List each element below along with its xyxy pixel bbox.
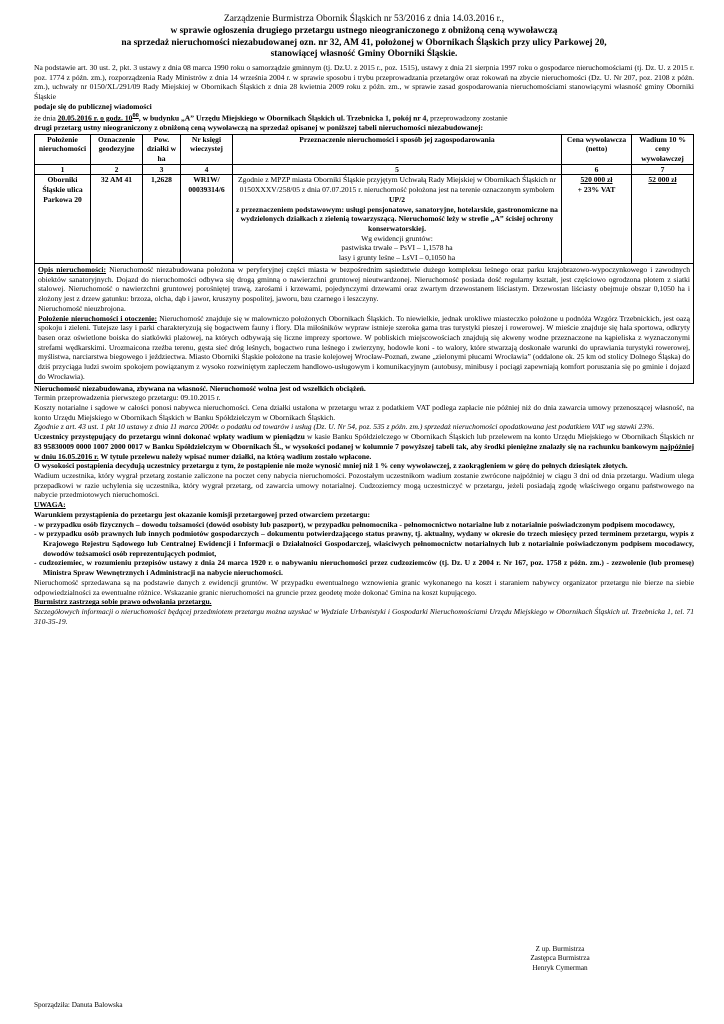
cell-price [562, 175, 632, 263]
prepared-by: Sporządziła: Danuta Balowska [34, 1001, 123, 1009]
cell-location: Oborniki Śląskie ulica Parkowa 20 [35, 175, 91, 263]
col-header-price: Cena wywoławcza (netto) [562, 134, 632, 164]
deposit-paragraph [34, 432, 694, 461]
title-line-2: w sprawie ogłoszenia drugiego przetargu ustnego nieograniczonego z obniżoną ceną wywoławczą [170, 25, 558, 36]
cell-kw: WR1W/ 00039314/6 [181, 175, 233, 263]
cell-area: 1,2628 [143, 175, 181, 263]
intro-paragraph: Na podstawie art. 30 ust. 2, pkt. 3 ustawy z dnia 08 marca 1990 roku o samorządzie gminnym (tj. Dz.U. z 2015 r., poz. 1515), ustawy z dnia 21 sierpnia 1997 roku o gospodarce nieruchomościami (tj. Dz. U. z 2015 r. poz. 1774 z późn. zm.), rozporządzenia Rady Ministrów z dnia 14 września 2004 r. w sprawie sposobu i trybu przeprowadzania przetargów oraz rokowań na zbycie nieruchomości (Dz. U. Nr 207, poz. 2108 z późn. zm.), uchwały nr 0150/XL/291/09 Rady Miejskiej w Obornikach Śląskich z dnia 28 kwietnia 2009 roku z późn. zm., w sprawie zasad gospodarowania nieruchomościami stanowiącymi własność gminy Oborniki Śląskie [34, 63, 694, 102]
col-header-geodesy: Oznaczenie geodezyjne [91, 134, 143, 164]
purpose-ewid: Wg ewidencji gruntów: [361, 233, 433, 243]
deposit-account-intro: w kasie Banku Spółdzielczego w Obornikach Śląskich lub przelewem na konto Urzędu Miejskiego w Obornikach Śląskich nr [304, 432, 694, 442]
table-row [35, 175, 694, 263]
title-line-1: Zarządzenie Burmistrza Obornik Śląskich nr 53/2016 z dnia 14.03.2016 r., [224, 14, 504, 24]
purpose-symbol: UP/2 [388, 194, 406, 204]
price-value: 520 000 zł [580, 175, 613, 185]
notice-heading: UWAGA: [34, 500, 66, 510]
auction-minutes: 00 [132, 111, 139, 119]
contact-info: Szczegółowych informacji o nieruchomości będącej przedmiotem przetargu można uzyskać w Wydziale Urbanistyki i Gospodarki Nieruchomościami Urzędu Miejskiego w Obornikach Śląskich ul. Trzebnicka 1, tel. 71 310-35-19. [34, 607, 694, 626]
requirements-list [34, 520, 694, 578]
col-number: 1 [35, 164, 91, 175]
signature-line-1: Z up. Burmistrza [535, 945, 585, 953]
col-header-purpose: Przeznaczenie nieruchomości i sposób jej zagospodarowania [233, 134, 562, 164]
auction-date-sentence [34, 112, 694, 123]
cell-deposit: 52 000 zł [632, 175, 694, 263]
description-paragraph [38, 265, 690, 304]
deposit-lead: Uczestnicy przystępujący do przetargu winni dokonać wpłaty wadium w pieniądzu [34, 432, 305, 442]
col-header-area: Pow. działki w ha [143, 134, 181, 164]
cancellation-reserve: Burmistrz zastrzega sobie prawo odwołania przetargu. [34, 597, 212, 607]
list-item: - w przypadku osób fizycznych – dowodu tożsamości (dowód osobisty lub paszport), w przypadku pełnomocnika - pełnomocnictwo notarialne lub z notarialnie poświadczonym podpisem mocodawcy, [34, 519, 675, 529]
participation-condition: Warunkiem przystąpienia do przetargu jest okazanie komisji przetargowej przed otwarciem przetargu: [34, 509, 371, 519]
list-item: - w przypadku osób prawnych lub innych podmiotów gospodarczych – dokumentu potwierdzającego status prawny, tj. aktualny, wydany w okresie do trzech miesięcy przed terminem przetargu, wypis z Krajowego Rejestru Sądowego lub Centralnej Ewidencji i Informacji o Działalności Gospodarczej, właściwych pełnomocnictw notarialnych lub z notarialnie poświadczonym podpisem mocodawcy, dowodów tożsamości osób reprezentujących podmiot, [34, 529, 694, 558]
col-number: 4 [181, 164, 233, 175]
purpose-land-1: pastwiska trwałe – PsVI – 1,1578 ha [341, 243, 453, 253]
col-header-kw: Nr księgi wieczystej [181, 134, 233, 164]
description-extra: Nieruchomość nieuzbrojona. [38, 303, 126, 313]
boundaries-paragraph: Nieruchomość sprzedawana są na podstawie danych z ewidencji gruntów. W przypadku ewentualnego wznowienia granic wykonanego na koszt i staraniem nabywcy organizator przetargu nie bierze na siebie odpowiedzialności za ewentualne różnice. Wskazanie granic nieruchomości na gruncie przez geodetę może dokonać Gmina na koszt kupującego. [34, 577, 694, 597]
public-announcement: podaje się do publicznej wiadomości [34, 101, 152, 111]
signature-line-3: Henryk Cymerman [532, 963, 588, 972]
purpose-plan: Zgodnie z MPZP miasta Oborniki Śląskie przyjętym Uchwałą Rady Miejskiej w Obornikach Śląskich nr 0150XXXV/258/05 z dnia 07.07.2015 r. nieruchomość położona jest na terenie oznaczonym symbolem [238, 175, 556, 195]
price-vat: + 23% VAT [577, 185, 616, 195]
purpose-land-2: lasy i grunty leśne – LsVI – 0,1050 ha [338, 253, 456, 263]
col-number: 5 [233, 164, 562, 175]
auction-date: 20.05.2016 r. o godz. 10 [57, 113, 133, 123]
title-line-3: na sprzedaż nieruchomości niezabudowanej ozn. nr 32, AM 41, położonej w Obornikach Śląskich przy ulicy Parkowej 20, [121, 37, 607, 48]
date-prefix: że dnia [34, 113, 58, 123]
deposit-title-note: W tytule przelewu należy wpisać numer działki, na którą wadium zostało wpłacone. [98, 451, 372, 461]
signature-block [500, 945, 620, 973]
title-line-4: stanowiącej własność Gminy Oborniki Śląskie. [270, 49, 458, 60]
date-suffix: przeprowadzony zostanie [428, 113, 508, 123]
bid-increment: O wysokości postąpienia decydują uczestnicy przetargu z tym, że postąpienie nie może wynosić mniej niż 1 % ceny wywoławczej, z zaokrągleniem w górę do pełnych dziesiątek złotych. [34, 461, 628, 471]
purpose-main: z przeznaczeniem podstawowym: usługi pensjonatowe, sanatoryjne, hotelarskie, gastronomiczne na wydzielonych działkach z zielenią towarzyszącą. Nieruchomość leży w strefie „A” ścisłej ochrony konserwatorskiej. [236, 204, 558, 234]
document-title [34, 14, 694, 61]
first-auction-term: Termin przeprowadzenia pierwszego przetargu: 09.10.2015 r. [34, 393, 221, 403]
col-number: 7 [632, 164, 694, 175]
auction-location: , w budynku „A” Urzędu Miejskiego w Obornikach Śląskich ul. Trzebnicka 1, pokój nr 4, [138, 113, 429, 123]
deposit-return: Wadium uczestnika, który wygrał przetarg zostanie zaliczone na poczet ceny nabycia nieruchomości. Pozostałym uczestnikom wadium zostanie zwrócone najpóźniej w ciągu 3 dni od dnia przetargu. Wadium ulega przepadkowi w razie uchylenia się uczestnika, który wygrał przetarg, od zawarcia umowy notarialnej. Cudzoziemcy mogą uczestniczyć w przetargu, jeżeli posiadają zgodę właściwego organu państwowego na nabycie przedmiotowych nieruchomości. [34, 471, 694, 500]
vat-note: Zgodnie z art. 43 ust. 1 pkt 10 ustawy z dnia 11 marca 2004r. o podatku od towarów i usług (Dz. U. Nr 54, poz. 535 z późn. zm.) sprzedaż nieruchomości opodatkowana jest podatkiem VAT wg stawki 23%. [34, 422, 655, 432]
location-label: Położenie nieruchomości i otoczenie: [38, 313, 158, 323]
signature-line-2: Zastępca Burmistrza [530, 954, 590, 963]
deposit-deadline: najpóźniej w dniu 16.05.2016 r. [34, 441, 694, 461]
deposit-account: 83 95830009 0000 1007 2000 0017 w Banku Spółdzielczym w Obornikach Śl., w wysokości podanej w kolumnie 7 powyższej tabeli tak, aby środki pieniężne znalazły się na rachunku bankowym [34, 441, 660, 451]
property-status: Nieruchomość niezabudowana, zbywana na własność. Nieruchomość wolna jest od wszelkich obciążeń. [34, 383, 366, 393]
table-number-row [35, 164, 694, 175]
cell-purpose [233, 175, 562, 263]
property-table [34, 134, 694, 264]
description-label: Opis nieruchomości: [38, 264, 107, 274]
description-box [34, 264, 694, 384]
col-number: 3 [143, 164, 181, 175]
document-page [34, 14, 694, 627]
cell-geodesy: 32 AM 41 [91, 175, 143, 263]
col-number: 6 [562, 164, 632, 175]
table-header-row [35, 134, 694, 164]
location-text: Nieruchomość znajduje się w malowniczo położonych Obornikach Śląskich. To niewielkie, jednak urokliwe miasteczko położone u podnóża Wzgórz Trzebnickich, jest oazą spokoju i zieleni. Tutejsze lasy i parki charakteryzują się bogactwem fauny i flory. Dla miłośników wypraw istnieje szeroka gama tras turystyki pieszej i rowerowej. W mieście znajduje się hala sportowa, odkryty basen oraz oświetlone boiska do siatkówki plażowej, na których odbywają się liczne imprezy sportowe. W pobliskich miejscowościach znajdują się akweny wodne przeznaczone na kąpieliska z wyznaczonymi strefami wędkarskimi. Urozmaicona rzeźba terenu, gęsta sieć dróg leśnych, bogactwo runa leśnego i zwierzyny, hodowle koni - to walory, które stwarzają doskonałe warunki do uprawiania turystyki rowerowej, myślistwa, narciarstwa biegowego i jeździectwa. Miasto Oborniki Śląskie położone na trasie kolejowej Wrocław-Poznań, zwane „zielonymi płucami Wrocławia” (oddalone ok. 25 km od stolicy Dolnego Śląska) do dziś przyciąga ludzi swoim spokojem powiązanym z wysoko rozwiniętym zapleczem handlowo-usługowym i komunikacyjnym (autobusy, minibusy i pociągi zapewniają komfort poruszania się po gminie i dojazd do Wrocławia). [38, 313, 690, 381]
auction-subject: drugi przetarg ustny nieograniczony z obniżoną ceną wywoławczą na sprzedaż opisanej w poniższej tabeli nieruchomości niezabudowanej: [34, 122, 484, 132]
description-text: Nieruchomość niezabudowana położona w peryferyjnej części miasta w bezpośrednim sąsiedztwie dużego kompleksu leśnego oraz parku krajobrazowo-wypoczynkowego i zawodnych obiektów sanatoryjnych. Dojazd do nieruchomości odbywa się drogą gminną o nawierzchni gruntowej nieutwardzonej. Nieruchomość posiada dość regularny kształt, jest częściowo ogrodzona płotem z siatki stalowej. Nieruchomość o nawierzchni gruntowej porośniętej trawą, zarośami i krzewami, pojedynczymi drzewami oraz zwartym drzewostanem liściastym. Drzewostan liściasty obejmuje obszar 0,1050 ha i złożony jest z drzew gatunku: brzoza, olcha, dąb i jawor, kruszyny pospolitej, jaworu, bzu czarnego i leszczyny. [38, 264, 690, 304]
col-header-deposit: Wadium 10 % ceny wywoławczej [632, 134, 694, 164]
costs-paragraph: Koszty notarialne i sądowe w całości ponosi nabywca nieruchomości. Cena działki ustalona w przetargu wraz z podatkiem VAT podlega zapłacie nie później niż do dnia zawarcia umowy przenoszącej własność, na konto Urzędu Miejskiego w Obornikach Śląskich w Banku Spółdzielczym w Obornikach Śląskich. [34, 402, 694, 422]
col-header-location: Położenie nieruchomości [35, 134, 91, 164]
col-number: 2 [91, 164, 143, 175]
list-item: - cudzoziemiec, w rozumieniu przepisów ustawy z dnia 24 marca 1920 r. o nabywaniu nieruchomości przez cudzoziemców (tj. Dz. U z 2004 r. Nr 167, poz. 1758 z późn. zm.) - zezwolenie (lub promesę) Ministra Spraw Wewnętrznych i Administracji na nabycie nieruchomości. [34, 558, 694, 578]
location-paragraph [38, 314, 690, 382]
